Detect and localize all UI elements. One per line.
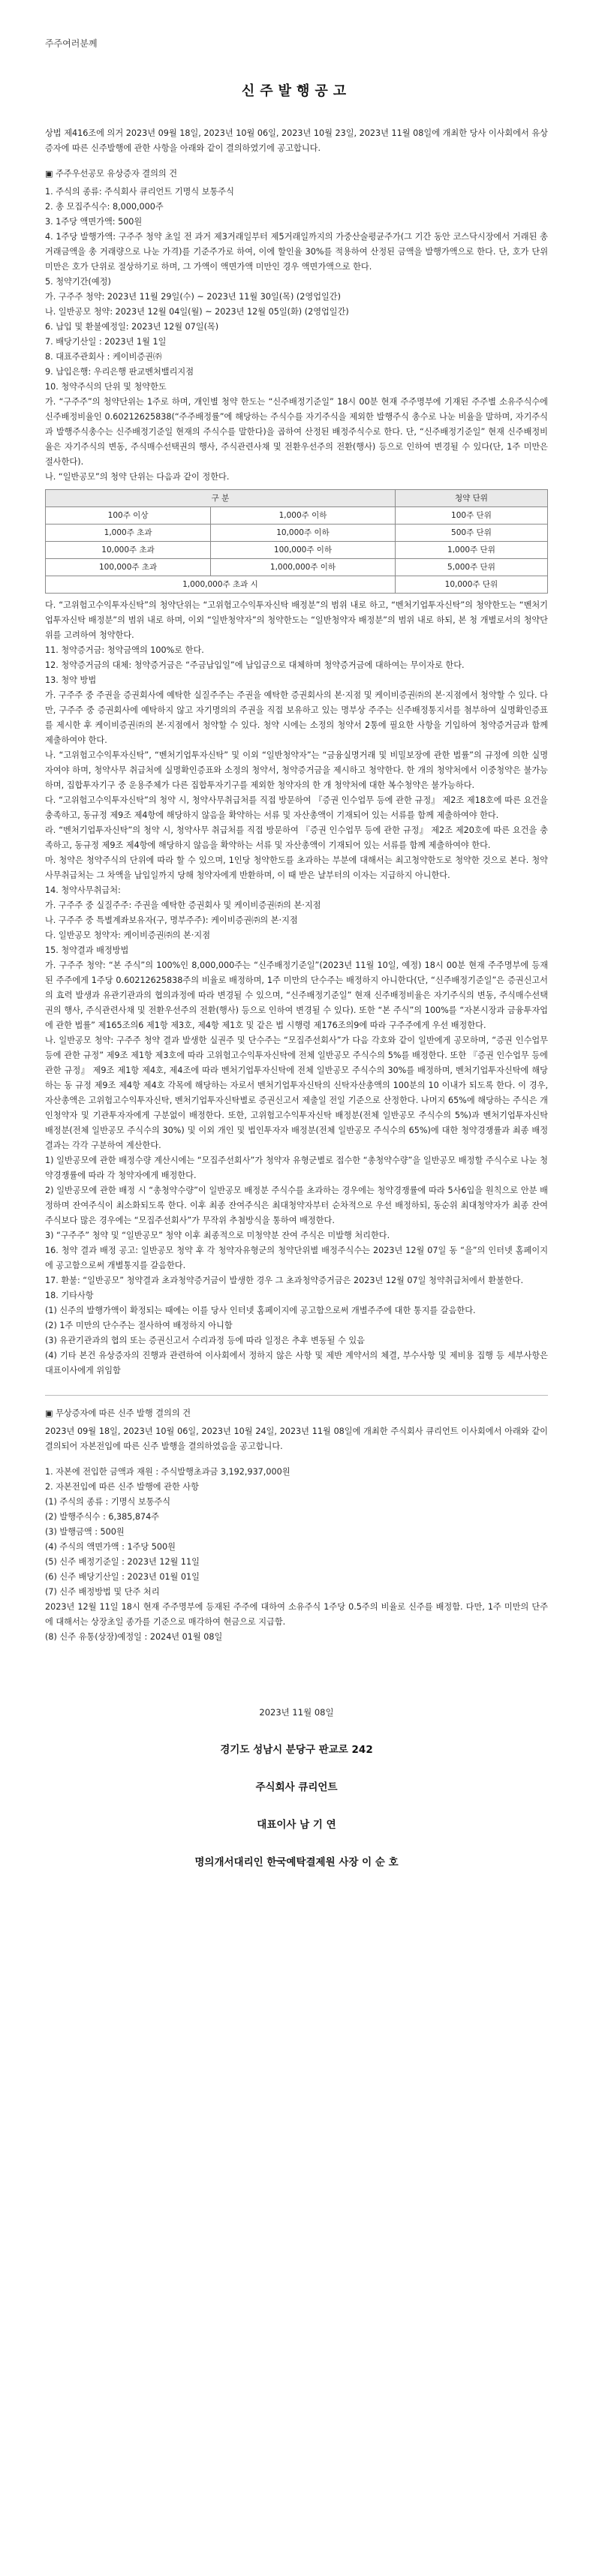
table-row	[46, 525, 548, 542]
list-item: 14. 청약사무취급처:	[45, 885, 121, 895]
list-item: 나. 일반공모 청약: 구주주 청약 결과 발생한 실권주 및 단수주는 “모집주선회사”가 다음 각호와 같이 일반에게 공모하며, “증권 인수업무 등에 관한 규정” 제9조 제1항 제3호에 따라 고위험고수익투자신탁에 전체 일반공모 주식수의 5%를 배정한다. 또한 『증권 인수업무 등에 관한 규정』 제9조 제1항 제4호, 제4조에 따라 벤처기업투자신탁에 전체 일반공모 주식수의 30%를 배정하며, 벤처기업투자신탁에 해당하는 동 규정 제9조 제4항 제4호 각목에 해당하는 자로서 벤처기업투자신탁의 신탁자산총액의 100분의 10 이내가 되도록 한다. 이 경우, 자산총액은 고위험고수익투자신탁, 벤처기업투자신탁별로 증권신고서 제출일 전일 기준으로 산정한다. 나머지 65%에 해당하는 주식은 개인청약자 및 기관투자자에게 구분없이 배정한다. 또한, 고위험고수익투자신탁 배정분(전체 일반공모 주식수의 5%)과 벤처기업투자신탁 배정분(전체 일반공모 주식수의 30%) 및 이외 개인 및 법인투자자 배정분(전체 일반공모 주식수의 65%)에 대한 청약경쟁률과 최종 배정 결과는 각각 구분하여 계산한다.	[45, 1036, 548, 1150]
list-item: 6. 납입 및 환불예정일: 2023년 12월 07일(목)	[45, 322, 219, 332]
table-cell: 1,000주 단위	[395, 542, 547, 559]
list-item: 가. 구주주 중 주권을 증권회사에 예탁한 실질주주는 주권을 예탁한 증권회사의 본·지점 및 케이비증권㈜의 본·지점에서 청약할 수 있다. 다만, 구주주 중 증권회사에 예탁하지 않고 자기명의의 주권을 직접 보유하고 있는 명부상 주주는 신주배정통지서를 첨부하여 실명확인증표를 제시한 후 케이비증권㈜의 본·지점에서 청약할 수 있다. 청약 시에는 소정의 청약서 2통에 필요한 사항을 기입하여 청약증거금과 함께 제출하여야 한다.	[45, 690, 548, 745]
list-item: (3) 발행금액 : 500원	[45, 1527, 125, 1537]
list-item: 13. 청약 방법	[45, 675, 97, 685]
page-title: 신주발행공고	[241, 83, 352, 99]
list-item: 가. 구주주 청약: 2023년 11월 29일(수) ~ 2023년 11월 30일(목) (2영업일간)	[45, 292, 341, 302]
list-item: 가. 구주주 중 실질주주: 주권을 예탁한 증권회사 및 케이비증권㈜의 본·지점	[45, 900, 321, 910]
company-name: 주식회사 큐리언트	[255, 1781, 338, 1793]
list-item: 2023년 12월 11일 18시 현재 주주명부에 등재된 주주에 대하여 소유주식 1주당 0.5주의 비율로 신주를 배정함. 다만, 1주 미만의 단주에 대해서는 상장초일 종가를 기준으로 매각하여 현금으로 지급함.	[45, 1602, 548, 1627]
list-item: (1) 신주의 발행가액이 확정되는 때에는 이를 당사 인터넷 홈페이지에 공고함으로써 개별주주에 대한 통지를 갈음한다.	[45, 1306, 476, 1315]
table-cell: 100,000주 초과	[46, 559, 211, 576]
notice-date: 2023년 11월 08일	[259, 1707, 334, 1718]
list-item: 18. 기타사항	[45, 1291, 94, 1300]
section-divider	[45, 1395, 548, 1396]
list-item: 1. 자본에 전입한 금액과 재원 : 주식발행초과금 3,192,937,000원	[45, 1467, 290, 1477]
list-item: 7. 배당기산일 : 2023년 1월 1일	[45, 337, 167, 347]
list-item: (4) 주식의 액면가액 : 1주당 500원	[45, 1542, 176, 1552]
section-title: ▣ 무상증자에 따른 신주 발행 결의의 건	[45, 1408, 191, 1418]
section-bonus-issue	[45, 1406, 548, 1645]
table-row	[46, 542, 548, 559]
list-item: (1) 주식의 종류 : 기명식 보통주식	[45, 1497, 171, 1507]
transfer-agent: 명의개서대리인 한국예탁결제원 사장 이 순 호	[194, 1856, 399, 1868]
list-item: 나. “일반공모”의 청약 단위는 다음과 같이 정한다.	[45, 472, 230, 482]
table-cell: 100,000주 이하	[211, 542, 396, 559]
list-item: 8. 대표주관회사 : 케이비증권㈜	[45, 352, 162, 362]
list-item: 4. 1주당 발행가액: 구주주 청약 초일 전 과거 제3거래일부터 제5거래일까지의 가중산술평균주가(그 기간 동안 코스닥시장에서 거래된 총 거래금액을 총 거래량으로 나눈 가격)를 기준주가로 하여, 이에 할인율 30%를 적용하여 산정된 금액을 발행가액으로 한다. 단, 호가 단위 미만은 호가 단위로 절상하기로 하며, 그 가액이 액면가액 미만인 경우 액면가액으로 한다.	[45, 232, 548, 272]
table-cell: 100주 단위	[395, 507, 547, 525]
table-cell: 1,000주 초과	[46, 525, 211, 542]
list-item: 11. 청약증거금: 청약금액의 100%로 한다.	[45, 645, 204, 655]
list-item: 나. “고위험고수익투자신탁”, “벤처기업투자신탁” 및 이외 “일반청약자”는 “금융실명거래 및 비밀보장에 관한 법률”의 규정에 의한 실명자여야 하며, 청약사무 취급처에 실명확인증표와 소정의 청약서, 청약증거금을 제시하고 청약한다. 한 개의 청약처에서 이중청약은 불가능하며, 집합투자기구 중 운용주체가 다른 집합투자기구를 제외한 청약자의 한 개 청약처에 대한 복수청약은 불가능하다.	[45, 750, 548, 790]
list-item: 15. 청약결과 배정방법	[45, 945, 129, 955]
list-item: 12. 청약증거금의 대체: 청약증거금은 “주금납입일”에 납입금으로 대체하며 청약증거금에 대하여는 무이자로 한다.	[45, 660, 465, 670]
table-cell: 1,000,000주 이하	[211, 559, 396, 576]
list-item: 마. 청약은 청약주식의 단위에 따라 할 수 있으며, 1인당 청약한도를 초과하는 부분에 대해서는 최고청약한도로 청약한 것으로 본다. 청약사무취급처는 그 차액을 납입일까지 당해 청약자에게 반환하며, 이 때 받은 날부터의 이자는 지급하지 아니한다.	[45, 855, 548, 880]
ceo-name: 대표이사 남 기 연	[257, 1819, 336, 1831]
list-item: 2) 일반공모에 관한 배정 시 “총청약수량”이 일반공모 배정분 주식수를 초과하는 경우에는 청약경쟁률에 따라 5사6입을 원칙으로 안분 배정하며 잔여주식이 최소화되도록 한다. 이후 최종 잔여주식은 최대청약자부터 순차적으로 우선 배정하되, 동순위 최대청약자가 최종 잔여주식보다 많은 경우에는 “모집주선회사”가 무작위 추첨방식을 통하여 배정한다.	[45, 1186, 548, 1225]
table-cell: 5,000주 단위	[395, 559, 547, 576]
intro-paragraph: 상법 제416조에 의거 2023년 09월 18일, 2023년 10월 06일, 2023년 10월 23일, 2023년 11월 08일에 개최한 당사 이사회에서 유상증자에 따른 신주발행에 관한 사항을 아래와 같이 결의하였기에 공고합니다.	[45, 128, 548, 153]
subscription-unit-table	[45, 489, 548, 594]
list-item: 다. “고위험고수익투자신탁”의 청약 시, 청약사무취급처를 직접 방문하여 『증권 인수업무 등에 관한 규정』 제2조 제18호에 따른 요건을 충족하고, 동규정 제9조 제4항에 해당하지 않음을 확약하는 서류 및 자산총액이 기재되어 있는 서류를 함께 제출하여야 한다.	[45, 795, 548, 820]
company-address: 경기도 성남시 분당구 판교로 242	[220, 1744, 373, 1756]
list-item: 17. 환불: “일반공모” 청약결과 초과청약증거금이 발생한 경우 그 초과청약증거금은 2023년 12월 07일 청약취급처에서 환불한다.	[45, 1276, 524, 1285]
list-item: 10. 청약주식의 단위 및 청약한도	[45, 382, 167, 392]
list-item: (8) 신주 유통(상장)예정일 : 2024년 01월 08일	[45, 1632, 223, 1642]
table-cell: 100주 이상	[46, 507, 211, 525]
list-item: (3) 유관기관과의 협의 또는 증권신고서 수리과정 등에 따라 일정은 추후 변동될 수 있음	[45, 1336, 365, 1345]
list-item: (6) 신주 배당기산일 : 2023년 01월 01일	[45, 1572, 200, 1582]
list-item: (4) 기타 본건 유상증자의 진행과 관련하여 이사회에서 정하지 않은 사항 및 제반 계약서의 체결, 부수사항 및 제비용 집행 등 세부사항은 대표이사에게 위임함	[45, 1351, 548, 1375]
list-item: (7) 신주 배정방법 및 단주 처리	[45, 1587, 160, 1597]
list-item: 2. 자본전입에 따른 신주 발행에 관한 사항	[45, 1482, 199, 1492]
table-header-range: 구 분	[46, 490, 396, 507]
list-item: 3. 1주당 액면가액: 500원	[45, 217, 143, 227]
table-row	[46, 576, 548, 594]
list-item: 2. 총 모집주식수: 8,000,000주	[45, 202, 164, 212]
section-rights-offering	[45, 167, 548, 1378]
list-item: 9. 납입은행: 우리은행 판교벤처밸리지점	[45, 367, 194, 377]
list-item: (5) 신주 배정기준일 : 2023년 12월 11일	[45, 1557, 200, 1567]
list-item: 16. 청약 결과 배정 공고: 일반공모 청약 후 각 청약자유형군의 청약단위별 배정주식수는 2023년 12월 07일 동 “을”의 인터넷 홈페이지에 공고함으로써 개별통지를 갈음한다.	[45, 1246, 548, 1270]
list-item: 3) “구주주” 청약 및 “일반공모” 청약 이후 최종적으로 미청약분 잔여 주식은 미발행 처리한다.	[45, 1231, 390, 1240]
table-cell: 10,000주 초과	[46, 542, 211, 559]
table-cell: 10,000주 단위	[395, 576, 547, 594]
section-intro: 2023년 09월 18일, 2023년 10월 06일, 2023년 10월 24일, 2023년 11월 08일에 개최한 주식회사 큐리언트 이사회에서 아래와 같이 결의되어 자본전입에 따른 신주 발행을 결의하였음을 공고합니다.	[45, 1426, 548, 1451]
list-item: 라. “벤처기업투자신탁”의 청약 시, 청약사무 취급처를 직접 방문하여 『증권 인수업무 등에 관한 규정』 제2조 제20호에 따른 요건을 충족하고, 동규정 제9조 제4항에 해당하지 않음을 확약하는 서류 및 자산총액이 기재되어 있는 서류를 함께 제출하여야 한다.	[45, 825, 548, 850]
table-cell: 500주 단위	[395, 525, 547, 542]
recipient-label: 주주여러분께	[45, 38, 98, 49]
table-cell: 1,000,000주 초과 시	[46, 576, 396, 594]
list-item: 5. 청약기간(예정)	[45, 277, 111, 287]
table-header-unit: 청약 단위	[395, 490, 547, 507]
list-item: 나. 구주주 중 특별계좌보유자(구, 명부주주): 케이비증권㈜의 본·지점	[45, 915, 298, 925]
list-item: 다. “고위험고수익투자신탁”의 청약단위는 “고위험고수익투자신탁 배정분”의 범위 내로 하고, “벤처기업투자신탁”의 청약한도는 “벤처기업투자신탁 배정분”의 범위 내로 하며, 이외 “일반청약자”의 청약한도는 “일반청약자 배정분”의 범위 내로 하되, 본 청 개별로서의 청약단위를 고려하여 청약한다.	[45, 600, 548, 640]
table-cell: 10,000주 이하	[211, 525, 396, 542]
list-item: (2) 발행주식수 : 6,385,874주	[45, 1512, 160, 1522]
table-row	[46, 507, 548, 525]
list-item: 가. “구주주”의 청약단위는 1주로 하며, 개인별 청약 한도는 “신주배정기준일” 18시 00분 현재 주주명부에 기재된 주주별 소유주식수에 신주배정비율인 0.60212625838(“주주배정률”에 해당하는 주식수를 자기주식을 제외한 발행주식 총수로 나눈 비율을 말하며, 자기주식과 발행주식총수는 신주배정기준일 현재의 주식수를 말한다)을 곱하여 산정된 배정주식수로 한다. 단, “신주배정기준일” 현재 신주배정비율은 자기주식의 변동, 주식매수선택권의 행사, 주식관련사채 및 전환우선주의 전환(행사) 등으로 인하여 변경될 수 있다(단, 1주 미만은 절사한다).	[45, 397, 548, 467]
list-item: 1. 주식의 종류: 주식회사 큐리언트 기명식 보통주식	[45, 187, 234, 197]
section-title: ▣ 주주우선공모 유상증자 결의의 건	[45, 169, 178, 179]
table-row	[46, 559, 548, 576]
list-item: 1) 일반공모에 관한 배정수량 계산시에는 “모집주선회사”가 청약자 유형군별로 접수한 “총청약수량”을 일반공모 배정할 주식수로 나눈 청약경쟁률에 따라 각 청약자에게 배정한다.	[45, 1156, 548, 1180]
list-item: (2) 1주 미만의 단수주는 절사하여 배정하지 아니함	[45, 1321, 233, 1330]
signature-block	[45, 1742, 548, 1870]
list-item: 다. 일반공모 청약자: 케이비증권㈜의 본·지점	[45, 930, 211, 940]
table-cell: 1,000주 이하	[211, 507, 396, 525]
list-item: 나. 일반공모 청약: 2023년 12월 04일(월) ~ 2023년 12월 05일(화) (2영업일간)	[45, 307, 349, 317]
list-item: 가. 구주주 청약: “본 주식”의 100%인 8,000,000주는 “신주배정기준일”(2023년 11월 10일, 예정) 18시 00분 현재 주주명부에 등재된 주주에게 1주당 0.60212625838주의 비율로 배정하며, 1주 미만의 단수주는 배정하지 아니한다(단, “신주배정기준일”은 증권신고서의 효력 발생과 유관기관과의 협의과정에 따라 변경될 수 있으며, “신주배정기준일” 현재 신주배정비율은 자기주식의 변동, 주식매수선택권의 행사, 주식관련사채 및 전환우선주의 전환(행사) 등으로 인하여 변경될 수 있다). 또한 “본 주식”의 100%를 “자본시장과 금융투자업에 관한 법률” 제165조의6 제1항 제3호, 제4항 제1호 및 같은 법 시행령 제176조의9에 따라 구주주에게 우선 배정한다.	[45, 960, 548, 1030]
